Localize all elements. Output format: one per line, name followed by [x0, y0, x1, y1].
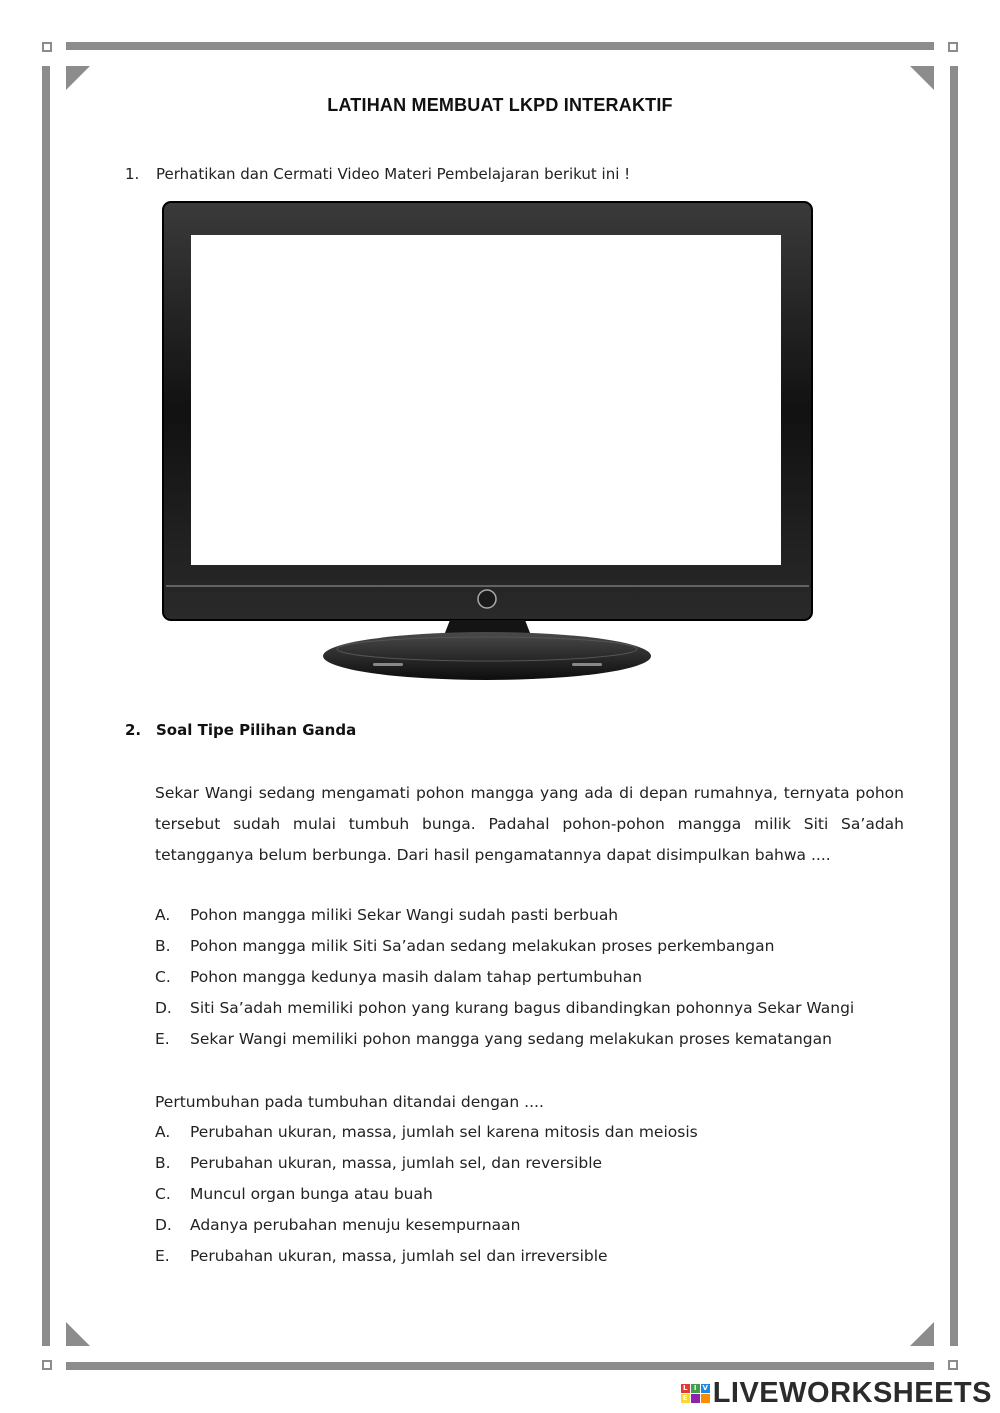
mcq-1-option-b[interactable]: B. Pohon mangga milik Siti Sa’adan sedang melakukan proses perkembangan	[155, 937, 775, 955]
mcq-1-options	[155, 900, 915, 1055]
question-1-number: 1.	[125, 165, 140, 183]
mcq-1-option-a[interactable]: A. Pohon mangga miliki Sekar Wangi sudah pasti berbuah	[155, 906, 619, 924]
mcq-2-option-e[interactable]: E. Perubahan ukuran, massa, jumlah sel dan irreversible	[155, 1247, 608, 1265]
logo-tile: L	[681, 1384, 690, 1393]
mcq-2-options	[155, 1117, 915, 1272]
mcq-1-option-d[interactable]: D. Siti Sa’adah memiliki pohon yang kurang bagus dibandingkan pohonnya Sekar Wangi	[155, 999, 855, 1017]
question-2-heading	[125, 721, 356, 739]
video-player-tv[interactable]	[160, 198, 815, 688]
mcq-1-option-c[interactable]: C. Pohon mangga kedunya masih dalam tahap pertumbuhan	[155, 968, 643, 986]
question-2-title: Soal Tipe Pilihan Ganda	[156, 721, 357, 739]
mcq-1-stem: Sekar Wangi sedang mengamati pohon mangga yang ada di depan rumahnya, ternyata pohon tersebut sudah mulai tumbuh bunga. Padahal pohon-pohon mangga milik Siti Sa’adah tetangganya belum berbunga. Dari hasil pengamatannya dapat disimpulkan bahwa ....	[155, 784, 904, 864]
liveworksheets-wordmark: LIVEWORKSHEETS	[712, 1376, 992, 1409]
tv-screen[interactable]	[191, 235, 781, 565]
question-1	[125, 165, 630, 183]
mcq-1-option-e[interactable]: E. Sekar Wangi memiliki pohon mangga yang sedang melakukan proses kematangan	[155, 1030, 832, 1048]
mcq-2-option-c[interactable]: C. Muncul organ bunga atau buah	[155, 1185, 433, 1203]
logo-tile: I	[691, 1384, 700, 1393]
mcq-2-option-d[interactable]: D. Adanya perubahan menuju kesempurnaan	[155, 1216, 521, 1234]
question-1-text: Perhatikan dan Cermati Video Materi Pembelajaran berikut ini !	[156, 165, 631, 183]
mcq-2-option-a[interactable]: A. Perubahan ukuran, massa, jumlah sel karena mitosis dan meiosis	[155, 1123, 698, 1141]
logo-tile: E	[681, 1394, 690, 1403]
mcq-2-option-b[interactable]: B. Perubahan ukuran, massa, jumlah sel, dan reversible	[155, 1154, 603, 1172]
liveworksheets-brand[interactable]	[681, 1378, 992, 1408]
liveworksheets-logo-icon	[681, 1384, 710, 1403]
power-button-icon	[478, 590, 496, 608]
logo-tile	[701, 1394, 710, 1403]
logo-tile: V	[702, 1383, 708, 1392]
logo-tile	[691, 1394, 700, 1403]
tv-stand	[323, 632, 651, 680]
mcq-2-stem: Pertumbuhan pada tumbuhan ditandai dengan ....	[155, 1093, 544, 1111]
question-2-number: 2.	[125, 721, 142, 739]
worksheet-title: LATIHAN MEMBUAT LKPD INTERAKTIF	[327, 95, 673, 115]
